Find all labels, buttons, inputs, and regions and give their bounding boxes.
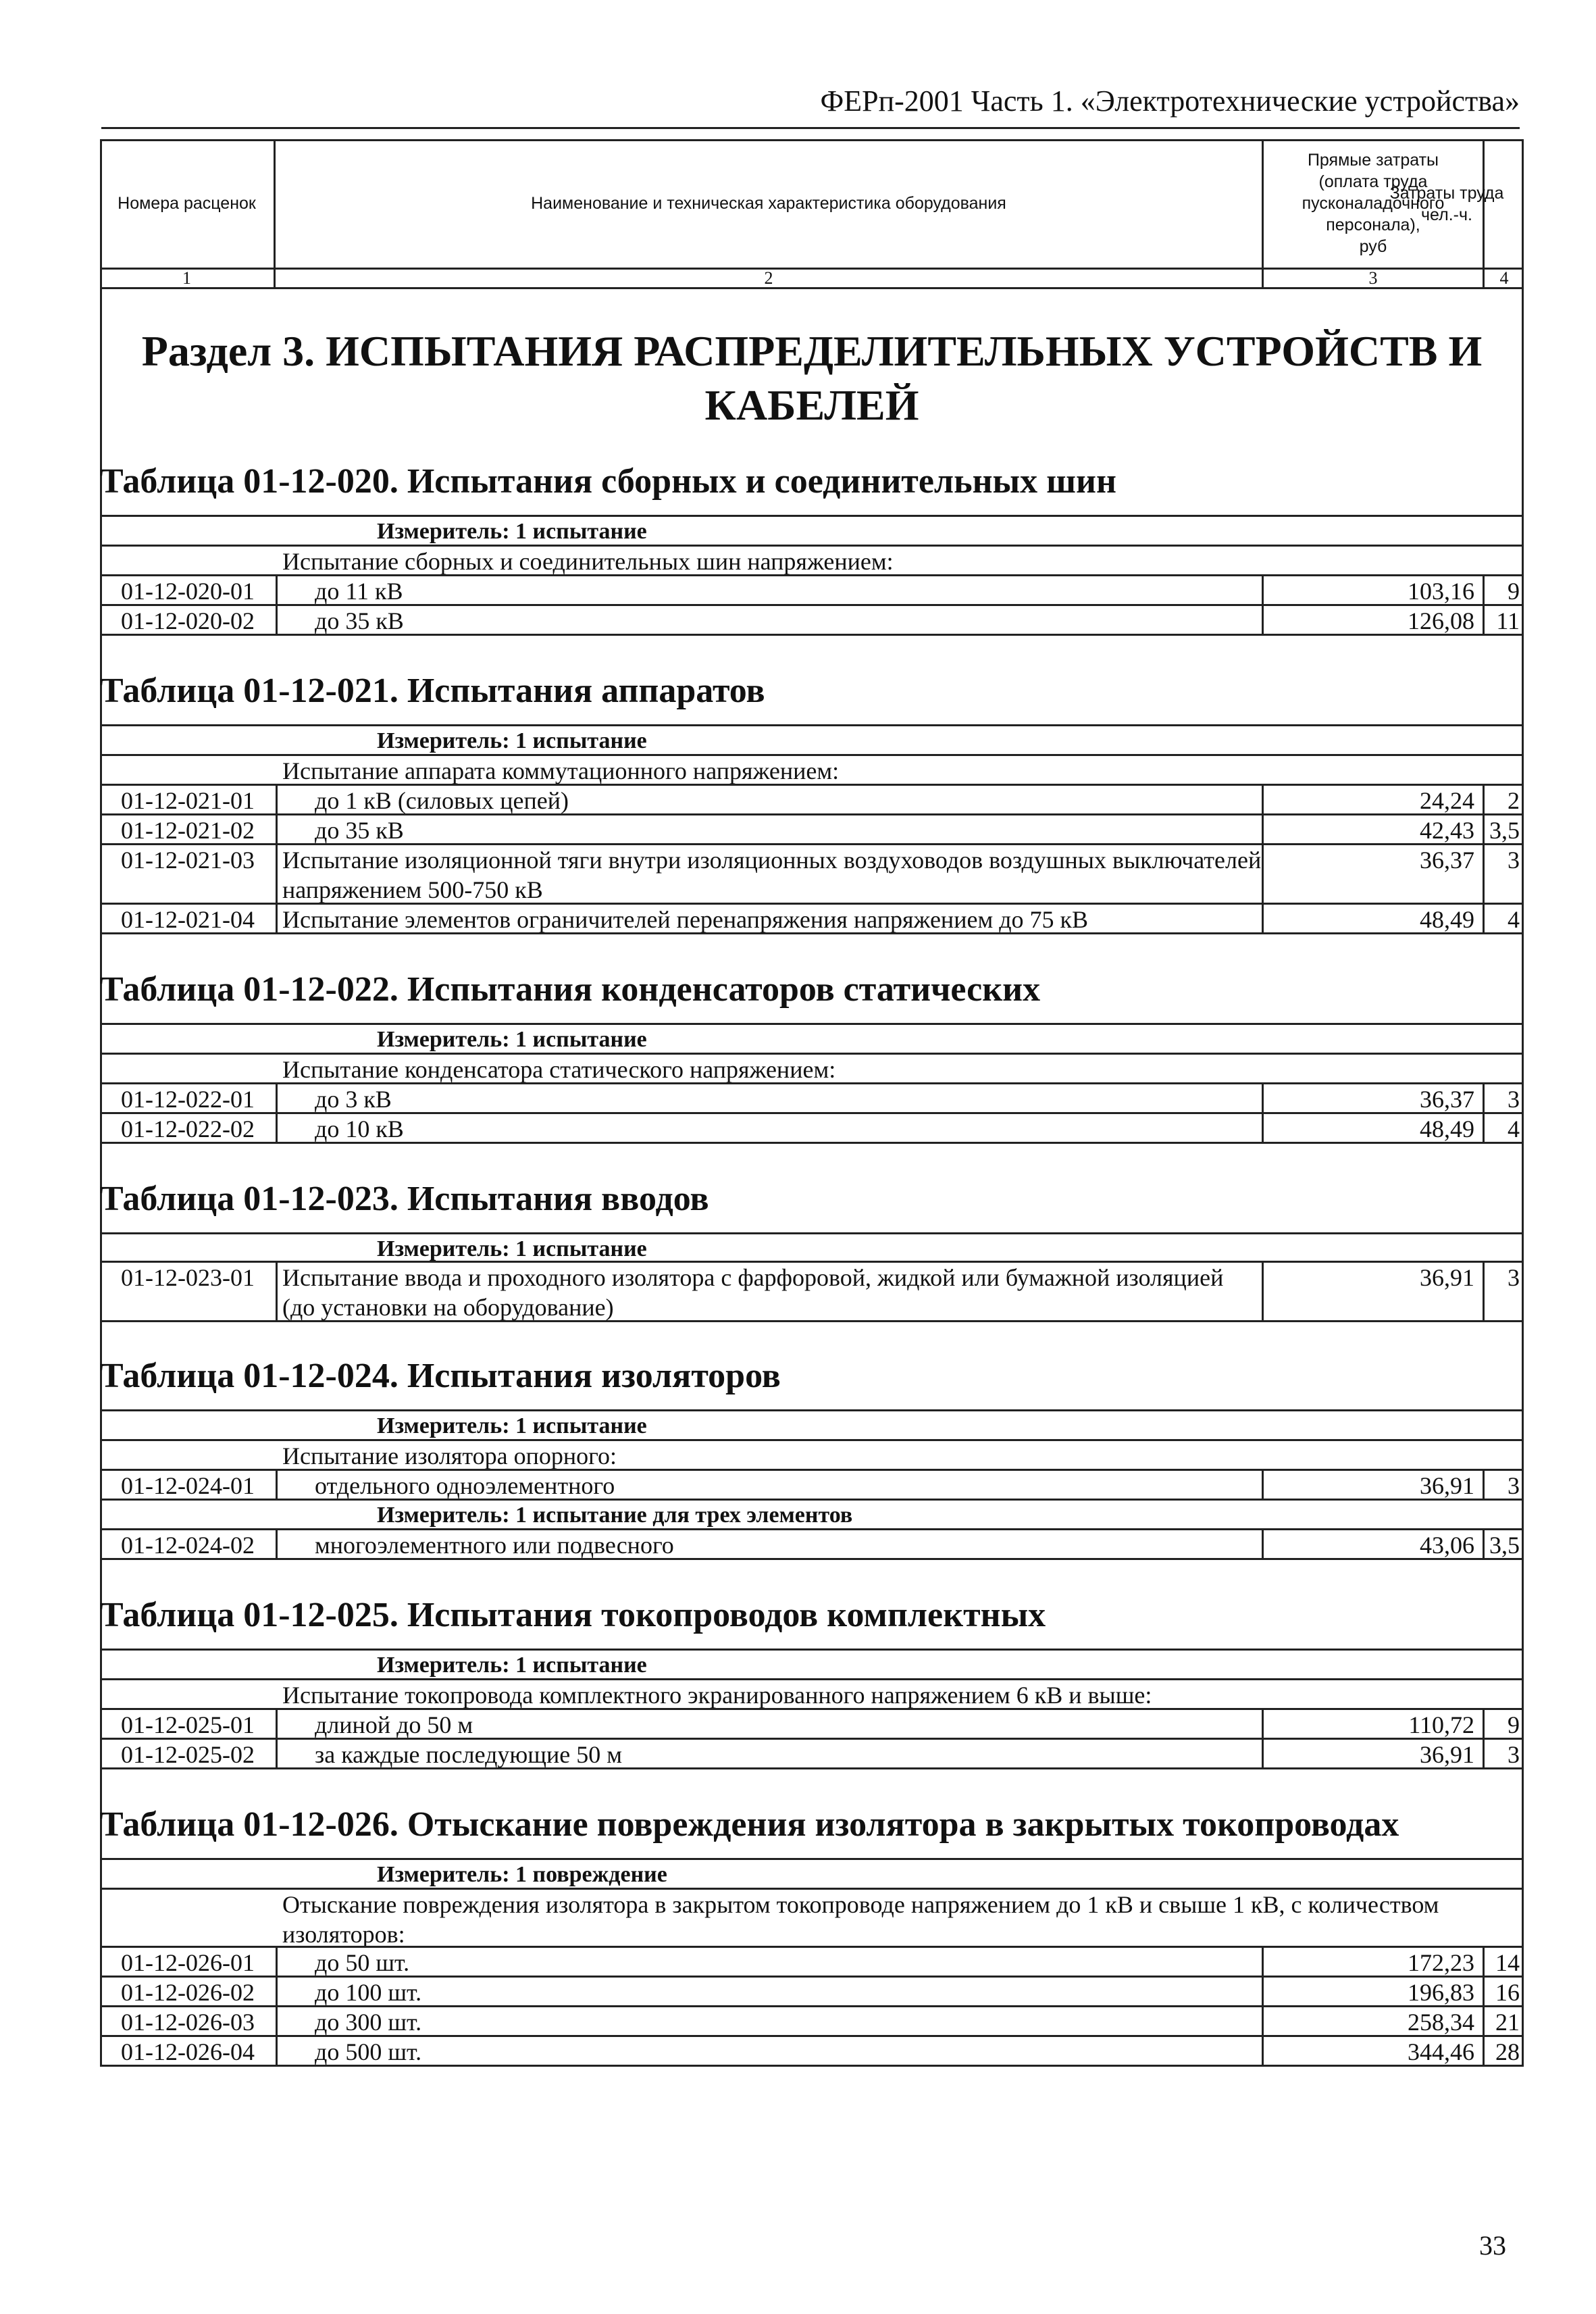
unit-label: Измеритель: 1 испытание xyxy=(377,728,647,753)
row-name: до 35 кВ xyxy=(276,606,1264,634)
table-row xyxy=(100,1528,1524,1560)
unit-row xyxy=(100,515,1524,545)
table-row xyxy=(100,1976,1524,2007)
lead-row xyxy=(100,1888,1524,1947)
row-code: 01-12-022-01 xyxy=(100,1084,278,1112)
table-row xyxy=(100,1261,1524,1322)
row-labor: 21 xyxy=(1495,2009,1520,2036)
page-number: 33 xyxy=(1479,2230,1506,2261)
row-cost: 126,08 xyxy=(1264,606,1485,634)
lead-row xyxy=(100,1678,1524,1708)
table-title: Таблица 01-12-026. Отыскание повреждения изолятора в закрытых токопроводах xyxy=(100,1805,1399,1844)
row-name: до 100 шт. xyxy=(276,1978,1264,2005)
row-code: 01-12-026-02 xyxy=(100,1978,278,2005)
row-cost: 48,49 xyxy=(1264,1114,1485,1142)
table-row xyxy=(100,604,1524,636)
row-code: 01-12-021-01 xyxy=(100,786,278,813)
row-cost: 42,43 xyxy=(1264,815,1485,843)
lead-text: Испытание аппарата коммутационного напряжением: xyxy=(282,757,840,784)
row-cost: 258,34 xyxy=(1264,2007,1485,2035)
row-name: до 10 кВ xyxy=(276,1114,1264,1142)
row-name: Испытание ввода и проходного изолятора с фарфоровой, жидкой или бумажной изоляцией (до установки на оборудование) xyxy=(276,1263,1264,1320)
row-labor: 3 xyxy=(1508,1741,1520,1768)
row-code: 01-12-025-01 xyxy=(100,1710,278,1738)
table-title: Таблица 01-12-021. Испытания аппаратов xyxy=(100,672,765,710)
lead-text: Испытание конденсатора статического напряжением: xyxy=(282,1056,836,1083)
row-name: за каждые последующие 50 м xyxy=(276,1740,1264,1767)
header-cost-line: руб xyxy=(1359,237,1387,256)
row-cost: 48,49 xyxy=(1264,905,1485,932)
lead-text: Испытание токопровода комплектного экранированного напряжением 6 кВ и выше: xyxy=(282,1682,1152,1709)
row-cost: 110,72 xyxy=(1264,1710,1485,1738)
row-cost: 36,37 xyxy=(1264,845,1485,903)
header-cost-line: (оплата труда xyxy=(1318,172,1428,191)
lead-row xyxy=(100,545,1524,574)
header-cost-line: пусконаладочного xyxy=(1302,194,1445,213)
row-cost: 103,16 xyxy=(1264,576,1485,604)
table-row xyxy=(100,903,1524,934)
table-row xyxy=(100,2035,1524,2067)
row-labor: 9 xyxy=(1508,1711,1520,1738)
row-code: 01-12-021-04 xyxy=(100,905,278,932)
row-labor: 28 xyxy=(1495,2038,1520,2065)
table-row xyxy=(100,1946,1524,1978)
unit-label: Измеритель: 1 испытание xyxy=(377,1027,647,1052)
row-labor: 16 xyxy=(1495,1979,1520,2006)
unit-row xyxy=(100,1409,1524,1439)
row-name: до 500 шт. xyxy=(276,2037,1264,2065)
unit-row xyxy=(100,1023,1524,1053)
row-code: 01-12-021-02 xyxy=(100,815,278,843)
lead-text: Испытание сборных и соединительных шин напряжением: xyxy=(282,548,894,575)
row-labor: 2 xyxy=(1508,787,1520,814)
row-cost: 344,46 xyxy=(1264,2037,1485,2065)
row-name: Испытание изоляционной тяги внутри изоляционных воздуховодов воздушных выключателей напряжением 500-750 кВ xyxy=(276,845,1264,903)
row-labor: 14 xyxy=(1495,1949,1520,1976)
row-code: 01-12-023-01 xyxy=(100,1263,278,1320)
row-labor: 3 xyxy=(1508,1264,1520,1291)
row-code: 01-12-024-02 xyxy=(100,1530,278,1558)
header-num: 2 xyxy=(276,268,1264,289)
row-labor: 3,5 xyxy=(1489,1532,1520,1559)
unit-row xyxy=(100,1858,1524,1888)
row-name: Испытание элементов ограничителей перенапряжения напряжением до 75 кВ xyxy=(276,905,1264,932)
unit-label: Измеритель: 1 испытание xyxy=(377,1653,647,1678)
lead-row xyxy=(100,1439,1524,1469)
row-code: 01-12-025-02 xyxy=(100,1740,278,1767)
table-title: Таблица 01-12-022. Испытания конденсаторов статических xyxy=(100,970,1041,1009)
unit-label: Измеритель: 1 испытание xyxy=(377,1413,647,1438)
section-title-line: Раздел 3. ИСПЫТАНИЯ РАСПРЕДЕЛИТЕЛЬНЫХ УСТРОЙСТВ И xyxy=(141,327,1483,375)
lead-row xyxy=(100,754,1524,784)
section-title-line: КАБЕЛЕЙ xyxy=(704,381,919,429)
header-code: Номера расценок xyxy=(100,139,276,268)
unit-label: Измеритель: 1 испытание xyxy=(377,519,647,544)
header-name: Наименование и техническая характеристика оборудования xyxy=(276,139,1264,268)
table-row xyxy=(100,784,1524,815)
table-header xyxy=(100,139,1524,315)
row-name: отдельного одноэлементного xyxy=(276,1471,1264,1499)
row-labor: 4 xyxy=(1508,906,1520,933)
header-cost-line: персонала), xyxy=(1326,216,1420,234)
row-labor: 3,5 xyxy=(1489,817,1520,844)
row-name: многоэлементного или подвесного xyxy=(276,1530,1264,1558)
row-labor: 3 xyxy=(1508,847,1520,874)
header-num: 3 xyxy=(1264,268,1485,289)
table-row xyxy=(100,1469,1524,1501)
row-name: до 35 кВ xyxy=(276,815,1264,843)
table-row xyxy=(100,1082,1524,1114)
row-cost: 36,91 xyxy=(1264,1263,1485,1320)
row-cost: 172,23 xyxy=(1264,1948,1485,1976)
table-row xyxy=(100,1112,1524,1144)
unit-row xyxy=(100,1649,1524,1678)
lead-text: Испытание изолятора опорного: xyxy=(282,1442,617,1469)
row-name: до 300 шт. xyxy=(276,2007,1264,2035)
row-cost: 36,91 xyxy=(1264,1740,1485,1767)
row-name: длиной до 50 м xyxy=(276,1710,1264,1738)
table-row xyxy=(100,1708,1524,1740)
row-code: 01-12-026-04 xyxy=(100,2037,278,2065)
table-title: Таблица 01-12-020. Испытания сборных и соединительных шин xyxy=(100,462,1116,501)
row-labor: 9 xyxy=(1508,578,1520,605)
unit-row xyxy=(100,724,1524,754)
running-head: ФЕРп-2001 Часть 1. «Электротехнические устройства» xyxy=(101,81,1520,129)
header-labor-line: чел.-ч. xyxy=(1421,205,1472,224)
lead-text: Отыскание повреждения изолятора в закрытом токопроводе напряжением до 1 кВ и свыше 1 кВ, с количеством изоляторов: xyxy=(282,1891,1439,1948)
row-cost: 36,91 xyxy=(1264,1471,1485,1499)
row-name: до 50 шт. xyxy=(276,1948,1264,1976)
table-row xyxy=(100,2005,1524,2037)
row-labor: 11 xyxy=(1496,607,1520,634)
section-title xyxy=(100,324,1524,432)
unit-row xyxy=(100,1499,1524,1528)
row-cost: 36,37 xyxy=(1264,1084,1485,1112)
row-code: 01-12-026-01 xyxy=(100,1948,278,1976)
row-name: до 11 кВ xyxy=(276,576,1264,604)
unit-row xyxy=(100,1232,1524,1262)
table-title: Таблица 01-12-024. Испытания изоляторов xyxy=(100,1357,781,1395)
lead-row xyxy=(100,1053,1524,1082)
unit-label: Измеритель: 1 испытание xyxy=(377,1236,647,1261)
row-name: до 3 кВ xyxy=(276,1084,1264,1112)
row-cost: 24,24 xyxy=(1264,786,1485,813)
unit-label: Измеритель: 1 повреждение xyxy=(377,1862,667,1887)
row-code: 01-12-021-03 xyxy=(100,845,278,903)
header-labor-line: Затраты труда xyxy=(1389,184,1504,203)
header-num: 1 xyxy=(100,268,276,289)
row-code: 01-12-026-03 xyxy=(100,2007,278,2035)
row-labor: 4 xyxy=(1508,1115,1520,1142)
table-row xyxy=(100,574,1524,606)
row-labor: 3 xyxy=(1508,1086,1520,1113)
row-labor: 3 xyxy=(1508,1472,1520,1499)
row-code: 01-12-022-02 xyxy=(100,1114,278,1142)
table-title: Таблица 01-12-023. Испытания вводов xyxy=(100,1180,709,1218)
row-code: 01-12-024-01 xyxy=(100,1471,278,1499)
row-code: 01-12-020-01 xyxy=(100,576,278,604)
unit-label: Измеритель: 1 испытание для трех элементов xyxy=(377,1503,853,1528)
table-row xyxy=(100,1738,1524,1769)
header-num: 4 xyxy=(1485,268,1524,289)
row-cost: 43,06 xyxy=(1264,1530,1485,1558)
header-cost-line: Прямые затраты xyxy=(1307,151,1439,170)
row-name: до 1 кВ (силовых цепей) xyxy=(276,786,1264,813)
table-row xyxy=(100,843,1524,905)
table-title: Таблица 01-12-025. Испытания токопроводов комплектных xyxy=(100,1596,1046,1634)
header-labor-text xyxy=(1371,182,1522,226)
row-code: 01-12-020-02 xyxy=(100,606,278,634)
table-row xyxy=(100,813,1524,845)
row-cost: 196,83 xyxy=(1264,1978,1485,2005)
